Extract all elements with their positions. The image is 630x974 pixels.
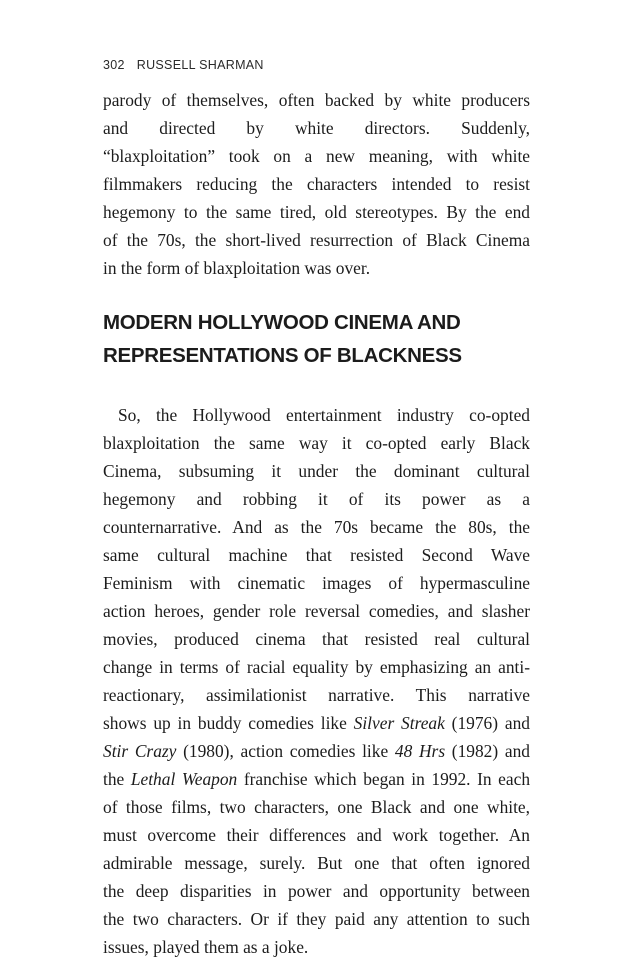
- paragraph-line: [103, 737, 530, 765]
- paragraph-line: issues, played them as a joke.: [103, 937, 309, 957]
- paragraph-line: parody of themselves, often backed by white producers: [103, 90, 530, 110]
- paragraph-line: the deep disparities in power and opportunity between: [103, 881, 530, 901]
- paragraph-line: [103, 765, 530, 793]
- paragraph-line: movies, produced cinema that resisted real cultural: [103, 629, 530, 649]
- film-title: 48 Hrs: [394, 741, 446, 761]
- paragraph-line: in the form of blaxploitation was over.: [103, 258, 371, 278]
- line-text: (1982) and: [445, 741, 530, 761]
- paragraph-line: hegemony and robbing it of its power as a: [103, 489, 530, 509]
- paragraph-line: Cinema, subsuming it under the dominant cultural: [103, 461, 530, 481]
- film-title: Lethal Weapon: [130, 769, 238, 789]
- page-number: 302: [103, 58, 125, 72]
- section-heading-line: REPRESENTATIONS OF BLACKNESS: [103, 344, 462, 367]
- paragraph-line: Feminism with cinematic images of hypermasculine: [103, 573, 530, 593]
- paragraph-line: reactionary, assimilationist narrative. This narrative: [103, 685, 530, 705]
- paragraph-line: action heroes, gender role reversal comedies, and slasher: [103, 601, 530, 621]
- paragraph-line: [103, 709, 530, 737]
- paragraph-line: change in terms of racial equality by emphasizing an anti-: [103, 657, 530, 677]
- paragraph-line: same cultural machine that resisted Second Wave: [103, 545, 530, 565]
- line-text: the: [103, 769, 131, 789]
- line-text: (1976) and: [444, 713, 530, 733]
- paragraph-line: blaxploitation the same way it co-opted early Black: [103, 433, 530, 453]
- line-text: franchise which began in 1992. In each: [237, 769, 530, 789]
- paragraph-2: [103, 401, 530, 961]
- paragraph-line: counternarrative. And as the 70s became the 80s, the: [103, 517, 530, 537]
- paragraph-line: the two characters. Or if they paid any attention to such: [103, 909, 530, 929]
- film-title: Silver Streak: [353, 713, 445, 733]
- paragraph-line: “blaxploitation” took on a new meaning, with white: [103, 146, 530, 166]
- paragraph-line: of those films, two characters, one Black and one white,: [103, 797, 530, 817]
- paragraph-line: and directed by white directors. Suddenly,: [103, 118, 530, 138]
- paragraph-line: hegemony to the same tired, old stereotypes. By the end: [103, 202, 530, 222]
- paragraph-1: [103, 86, 530, 282]
- paragraph-line: of the 70s, the short-lived resurrection of Black Cinema: [103, 230, 530, 250]
- paragraph-line: admirable message, surely. But one that often ignored: [103, 853, 530, 873]
- running-head-author: RUSSELL SHARMAN: [136, 58, 264, 72]
- section-heading: [103, 306, 530, 372]
- paragraph-line: filmmakers reducing the characters intended to resist: [103, 174, 530, 194]
- line-text: (1980), action comedies like: [176, 741, 395, 761]
- paragraph-line: must overcome their differences and work together. An: [103, 825, 530, 845]
- film-title: Stir Crazy: [103, 741, 177, 761]
- paragraph-line: So, the Hollywood entertainment industry co-opted: [118, 405, 530, 425]
- section-heading-line: MODERN HOLLYWOOD CINEMA AND: [103, 311, 461, 334]
- running-head: [103, 58, 264, 72]
- line-text: shows up in buddy comedies like: [103, 713, 354, 733]
